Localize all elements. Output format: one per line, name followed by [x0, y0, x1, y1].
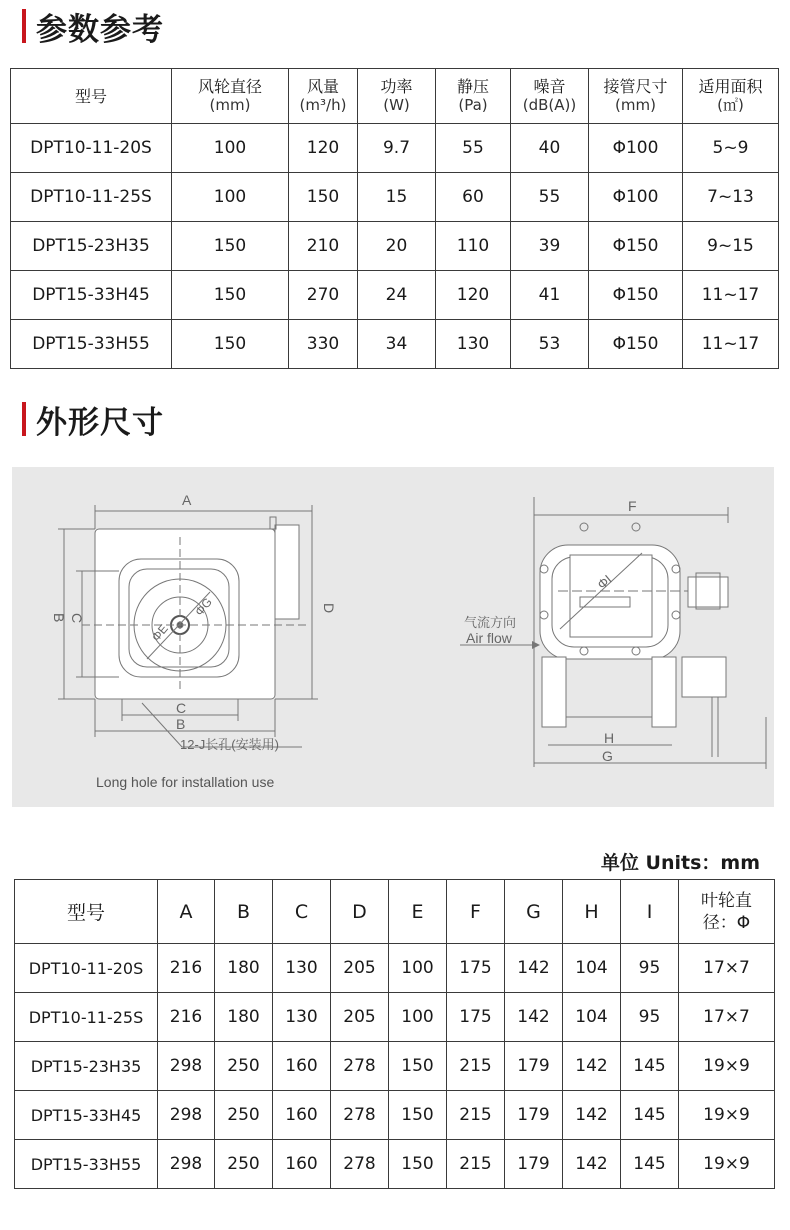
section-title-dimensions: [22, 399, 164, 439]
table-cell: 180: [215, 993, 273, 1042]
cell-model: DPT15-33H45: [11, 271, 172, 320]
table-cell: 110: [436, 222, 511, 271]
table-cell: 150: [389, 1042, 447, 1091]
table-cell: 150: [289, 173, 358, 222]
header-duct-size: 接管尺寸 (mm): [589, 69, 683, 124]
table-cell: 330: [289, 320, 358, 369]
label-f: F: [628, 498, 637, 514]
header-g: G: [505, 880, 563, 944]
cell-model: DPT10-11-25S: [11, 173, 172, 222]
table-row: [15, 1140, 775, 1189]
header-f: F: [447, 880, 505, 944]
table-row: [11, 222, 779, 271]
label-i: ΦI: [594, 571, 615, 593]
table-row: [15, 1091, 775, 1140]
table-cell: 19×9: [679, 1042, 775, 1091]
label-slot-note: 12-J长孔(安装用): [180, 737, 279, 752]
cell-model: DPT10-11-20S: [15, 944, 158, 993]
table-cell: 175: [447, 944, 505, 993]
table-cell: 205: [331, 993, 389, 1042]
cell-model: DPT15-33H55: [11, 320, 172, 369]
label-b-left: B: [51, 613, 67, 623]
dimension-table: [14, 879, 775, 1189]
table-cell: 160: [273, 1140, 331, 1189]
table-row: [11, 173, 779, 222]
table-cell: 100: [389, 944, 447, 993]
header-i: I: [621, 880, 679, 944]
table-cell: 215: [447, 1042, 505, 1091]
cell-model: DPT15-23H35: [11, 222, 172, 271]
table-cell: 250: [215, 1140, 273, 1189]
side-view-right-leg: [652, 657, 676, 727]
table-cell: 215: [447, 1091, 505, 1140]
table-cell: 130: [273, 944, 331, 993]
table-cell: 179: [505, 1091, 563, 1140]
header-model: 型号: [15, 880, 158, 944]
cell-model: DPT15-23H35: [15, 1042, 158, 1091]
table-cell: 179: [505, 1042, 563, 1091]
table-cell: 9.7: [358, 124, 436, 173]
table-cell: 145: [621, 1042, 679, 1091]
table-cell: 100: [389, 993, 447, 1042]
table-cell: 41: [511, 271, 589, 320]
table-cell: 17×7: [679, 993, 775, 1042]
table-cell: 270: [289, 271, 358, 320]
front-view-motor: [275, 525, 299, 619]
table-cell: 210: [289, 222, 358, 271]
table-cell: 104: [563, 993, 621, 1042]
table-cell: 100: [172, 173, 289, 222]
side-view-junction-box: [682, 657, 726, 697]
drawing-caption: Long hole for installation use: [96, 774, 275, 790]
table-cell: 55: [511, 173, 589, 222]
label-g: G: [602, 748, 613, 764]
table-cell: 20: [358, 222, 436, 271]
table-cell: 278: [331, 1140, 389, 1189]
table-header-row: [15, 880, 775, 944]
side-view-motor: [688, 577, 728, 607]
table-row: [15, 993, 775, 1042]
table-cell: 216: [158, 944, 215, 993]
header-d: D: [331, 880, 389, 944]
table-cell: 150: [172, 320, 289, 369]
table-row: [11, 271, 779, 320]
table-cell: 142: [563, 1140, 621, 1189]
table-cell: 298: [158, 1042, 215, 1091]
label-c-left: C: [69, 613, 85, 624]
header-model: 型号: [11, 69, 172, 124]
label-airflow-cn: 气流方向: [464, 615, 517, 630]
table-cell: 250: [215, 1042, 273, 1091]
label-g-inner: ΦG: [192, 595, 215, 619]
table-cell: 142: [563, 1091, 621, 1140]
label-d: D: [321, 603, 337, 614]
header-a: A: [158, 880, 215, 944]
table-cell: 145: [621, 1091, 679, 1140]
table-cell: 95: [621, 944, 679, 993]
title-accent-bar: [22, 9, 26, 43]
label-airflow-en: Air flow: [466, 630, 512, 646]
table-cell: 145: [621, 1140, 679, 1189]
table-cell: 142: [505, 993, 563, 1042]
table-cell: 11~17: [683, 320, 779, 369]
table-cell: 278: [331, 1042, 389, 1091]
table-cell: 19×9: [679, 1140, 775, 1189]
table-cell: 40: [511, 124, 589, 173]
side-view-left-leg: [542, 657, 566, 727]
label-h: H: [604, 730, 615, 746]
table-cell: 39: [511, 222, 589, 271]
cell-model: DPT10-11-25S: [15, 993, 158, 1042]
dimension-drawing-svg: [12, 467, 774, 807]
table-cell: 150: [389, 1091, 447, 1140]
table-cell: 215: [447, 1140, 505, 1189]
table-cell: 120: [289, 124, 358, 173]
side-view-outlet: [570, 555, 652, 637]
front-view-body: [95, 529, 275, 699]
cell-model: DPT15-33H55: [15, 1140, 158, 1189]
header-e: E: [389, 880, 447, 944]
table-cell: 120: [436, 271, 511, 320]
table-cell: 9~15: [683, 222, 779, 271]
header-c: C: [273, 880, 331, 944]
header-airflow: 风量 (m³/h): [289, 69, 358, 124]
section-title-parameters: [22, 6, 164, 46]
label-c-bottom: C: [176, 700, 187, 716]
table-cell: Φ150: [589, 271, 683, 320]
header-impeller-size: 叶轮直 径：Φ: [679, 880, 775, 944]
label-e: ΦE: [148, 621, 171, 645]
table-cell: 130: [273, 993, 331, 1042]
table-row: [15, 944, 775, 993]
header-h: H: [563, 880, 621, 944]
header-power: 功率 (W): [358, 69, 436, 124]
table-cell: Φ150: [589, 320, 683, 369]
table-cell: 150: [172, 222, 289, 271]
table-cell: 15: [358, 173, 436, 222]
table-cell: 298: [158, 1140, 215, 1189]
table-cell: 95: [621, 993, 679, 1042]
table-row: [15, 1042, 775, 1091]
label-b-bottom: B: [176, 716, 186, 732]
table-cell: 179: [505, 1140, 563, 1189]
table-cell: 55: [436, 124, 511, 173]
table-cell: Φ100: [589, 124, 683, 173]
table-cell: 142: [563, 1042, 621, 1091]
section-title-text: 参数参考: [36, 11, 164, 48]
header-area: 适用面积 (㎡): [683, 69, 779, 124]
table-cell: 160: [273, 1042, 331, 1091]
section-title-text: 外形尺寸: [36, 404, 164, 441]
table-cell: 100: [172, 124, 289, 173]
table-cell: 150: [389, 1140, 447, 1189]
table-cell: 250: [215, 1091, 273, 1140]
title-accent-bar: [22, 402, 26, 436]
table-cell: 216: [158, 993, 215, 1042]
label-a: A: [182, 492, 192, 508]
table-cell: 60: [436, 173, 511, 222]
cell-model: DPT10-11-20S: [11, 124, 172, 173]
table-cell: 53: [511, 320, 589, 369]
table-cell: 104: [563, 944, 621, 993]
table-cell: 19×9: [679, 1091, 775, 1140]
table-cell: 278: [331, 1091, 389, 1140]
table-cell: 160: [273, 1091, 331, 1140]
table-cell: 17×7: [679, 944, 775, 993]
header-b: B: [215, 880, 273, 944]
table-cell: 34: [358, 320, 436, 369]
table-cell: 7~13: [683, 173, 779, 222]
header-noise: 噪音 (dB(A)): [511, 69, 589, 124]
table-row: [11, 320, 779, 369]
table-cell: 180: [215, 944, 273, 993]
table-cell: 142: [505, 944, 563, 993]
table-header-row: [11, 69, 779, 124]
header-static-pressure: 静压 (Pa): [436, 69, 511, 124]
header-wheel-diameter: 风轮直径 (mm): [172, 69, 289, 124]
table-cell: 11~17: [683, 271, 779, 320]
table-cell: Φ100: [589, 173, 683, 222]
table-row: [11, 124, 779, 173]
airflow-arrow-head: [532, 641, 540, 649]
table-cell: Φ150: [589, 222, 683, 271]
table-cell: 24: [358, 271, 436, 320]
table-cell: 130: [436, 320, 511, 369]
parameter-table: [10, 68, 779, 369]
dimension-drawing: [12, 467, 774, 807]
table-cell: 205: [331, 944, 389, 993]
units-note: 单位 Units：mm: [600, 852, 760, 874]
table-cell: 5~9: [683, 124, 779, 173]
cell-model: DPT15-33H45: [15, 1091, 158, 1140]
table-cell: 175: [447, 993, 505, 1042]
table-cell: 298: [158, 1091, 215, 1140]
table-cell: 150: [172, 271, 289, 320]
